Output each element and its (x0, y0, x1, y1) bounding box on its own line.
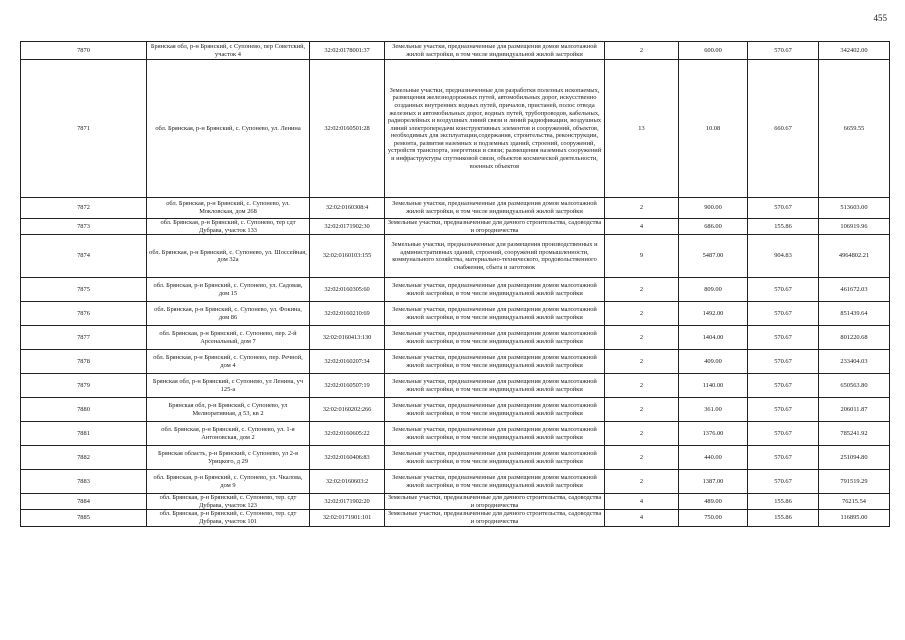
parcel-number: 7870 (21, 42, 147, 60)
specific-value: 155.86 (748, 494, 819, 510)
parcel-number: 7881 (21, 422, 147, 446)
parcel-number: 7873 (21, 219, 147, 235)
table-row (21, 235, 890, 278)
specific-value: 570.67 (748, 446, 819, 470)
land-use-purpose: Земельные участки, предназначенные для разработки полезных ископаемых, размещения железнодорожных путей, автомобильных дорог, искусственно созданных внутренних водных путей, причалов, пристаней, полос отвода железных и автомобильных дорог, водных путей, трубопроводов, кабельных, радиорелейных и воздушных линий связи и линий радиофикации, воздушных линий электропередачи конструктивных элементов и сооружений, объектов, необходимых для эксплуатации,содержания, строительства, реконструкции, ремонта, развития наземных и подземных зданий, строений, сооружений, устройств транспорта, энергетики и связи; размещения наземных сооружений и инфраструктуры спутниковой связи, объектов космической деятельности, военных объектов (385, 60, 605, 198)
specific-value: 570.67 (748, 302, 819, 326)
cadastral-value: 461672.03 (819, 278, 890, 302)
land-use-purpose: Земельные участки, предназначенные для размещения домов малоэтажной жилой застройки, в том числе индивидуальной жилой застройки (385, 422, 605, 446)
specific-value: 660.67 (748, 60, 819, 198)
cadastral-number: 32:02:0160207:34 (310, 350, 385, 374)
table-row (21, 278, 890, 302)
table-row (21, 398, 890, 422)
parcel-address: обл. Брянская, р-н Брянский, с. Супонево, ул. 1-я Антоновская, дом 2 (147, 422, 310, 446)
use-group: 13 (605, 60, 679, 198)
parcel-address: обл. Брянская, р-н Брянский, с. Супонево, ул. Шоссейная, дом 32а (147, 235, 310, 278)
cadastral-value: 791519.29 (819, 470, 890, 494)
use-group: 2 (605, 198, 679, 219)
land-use-purpose: Земельные участки, предназначенные для размещения домов малоэтажной жилой застройки, в том числе индивидуальной жилой застройки (385, 326, 605, 350)
land-use-purpose: Земельные участки, предназначенные для размещения домов малоэтажной жилой застройки, в том числе индивидуальной жилой застройки (385, 278, 605, 302)
cadastral-number: 32:02:0171902:30 (310, 219, 385, 235)
specific-value: 570.67 (748, 470, 819, 494)
use-group: 2 (605, 42, 679, 60)
land-use-purpose: Земельные участки, предназначенные для размещения домов малоэтажной жилой застройки, в том числе индивидуальной жилой застройки (385, 446, 605, 470)
parcel-number: 7875 (21, 278, 147, 302)
parcel-address: обл. Брянская, р-н Брянский, с. Супонево, пер. Речной, дом 4 (147, 350, 310, 374)
use-group: 2 (605, 350, 679, 374)
parcel-address: Брянская обл, р-н Брянский, с Супонево, пер Советский, участок 4 (147, 42, 310, 60)
parcel-area: 489.00 (679, 494, 748, 510)
use-group: 2 (605, 446, 679, 470)
land-use-purpose: Земельные участки, предназначенные для дачного строительства, садоводства и огородничества (385, 494, 605, 510)
parcel-number: 7878 (21, 350, 147, 374)
parcel-address: обл. Брянская, р-н Брянский, с. Супонево, ул. Чкалова, дом 9 (147, 470, 310, 494)
cadastral-number: 32:02:0160305:60 (310, 278, 385, 302)
specific-value: 570.67 (748, 326, 819, 350)
land-use-purpose: Земельные участки, предназначенные для размещения домов малоэтажной жилой застройки, в том числе индивидуальной жилой застройки (385, 398, 605, 422)
parcel-address: обл. Брянская, р-н Брянский, с. Супонево, пер. 2-й Арсенальный, дом 7 (147, 326, 310, 350)
parcel-address: обл. Брянская, р-н Брянский, с. Супонево, ул. Ленина (147, 60, 310, 198)
use-group: 4 (605, 510, 679, 526)
register-body (21, 42, 890, 527)
parcel-area: 1492.00 (679, 302, 748, 326)
parcel-address: Брянская обл, р-н Брянский, с Супонево, ул Ленина, уч 125-а (147, 374, 310, 398)
cadastral-number: 32:02:0160507:19 (310, 374, 385, 398)
parcel-number: 7885 (21, 510, 147, 526)
land-use-purpose: Земельные участки, предназначенные для размещения домов малоэтажной жилой застройки, в том числе индивидуальной жилой застройки (385, 350, 605, 374)
cadastral-number: 32:02:0178001:37 (310, 42, 385, 60)
specific-value: 155.86 (748, 219, 819, 235)
cadastral-number: 32:02:0160413:130 (310, 326, 385, 350)
parcel-address: обл. Брянская, р-н Брянский, с. Супонево, ул. Фокина, дом 86 (147, 302, 310, 326)
specific-value: 570.67 (748, 278, 819, 302)
parcel-address: обл. Брянская, р-н Брянский, с. Супонево, тер сдт Дубрава, участок 133 (147, 219, 310, 235)
specific-value: 570.67 (748, 198, 819, 219)
parcel-number: 7871 (21, 60, 147, 198)
parcel-number: 7877 (21, 326, 147, 350)
cadastral-value: 116895.00 (819, 510, 890, 526)
land-use-purpose: Земельные участки, предназначенные для размещения домов малоэтажной жилой застройки, в том числе индивидуальной жилой застройки (385, 302, 605, 326)
land-use-purpose: Земельные участки, предназначенные для размещения домов малоэтажной жилой застройки, в том числе индивидуальной жилой застройки (385, 374, 605, 398)
parcel-address: обл. Брянская, р-н Брянский, с. Супонево, ул. Садовая, дом 15 (147, 278, 310, 302)
parcel-area: 1404.00 (679, 326, 748, 350)
cadastral-register-table (20, 41, 890, 527)
specific-value: 904.83 (748, 235, 819, 278)
specific-value: 570.67 (748, 350, 819, 374)
specific-value: 570.67 (748, 422, 819, 446)
parcel-area: 1387.00 (679, 470, 748, 494)
cadastral-value: 4964802.21 (819, 235, 890, 278)
parcel-address: Брянская обл, р-н Брянский, с Супонево, ул Мелиоративная, д 53, кв 2 (147, 398, 310, 422)
table-row (21, 510, 890, 526)
cadastral-number: 32:02:0160210:69 (310, 302, 385, 326)
cadastral-number: 32:02:0171901:101 (310, 510, 385, 526)
cadastral-value: 6659.55 (819, 60, 890, 198)
parcel-area: 1140.00 (679, 374, 748, 398)
specific-value: 570.67 (748, 398, 819, 422)
use-group: 2 (605, 470, 679, 494)
table-row (21, 374, 890, 398)
specific-value: 570.67 (748, 374, 819, 398)
cadastral-number: 32:02:0160406:83 (310, 446, 385, 470)
parcel-address: обл. Брянская, р-н Брянский, с. Супонево, тер. сдт Дубрава, участок 123 (147, 494, 310, 510)
parcel-address: обл. Брянская, р-н Брянский, с. Супонево, ул. Мокловская, дом 268 (147, 198, 310, 219)
parcel-area: 900.00 (679, 198, 748, 219)
parcel-number: 7880 (21, 398, 147, 422)
cadastral-number: 32:02:0160308:4 (310, 198, 385, 219)
table-row (21, 470, 890, 494)
parcel-area: 750.00 (679, 510, 748, 526)
cadastral-value: 851439.64 (819, 302, 890, 326)
cadastral-value: 785241.92 (819, 422, 890, 446)
parcel-number: 7874 (21, 235, 147, 278)
parcel-number: 7879 (21, 374, 147, 398)
table-row (21, 350, 890, 374)
land-use-purpose: Земельные участки, предназначенные для дачного строительства, садоводства и огородничества (385, 510, 605, 526)
cadastral-value: 513603.00 (819, 198, 890, 219)
table-row (21, 422, 890, 446)
cadastral-number: 32:02:0160103:155 (310, 235, 385, 278)
specific-value: 570.67 (748, 42, 819, 60)
use-group: 9 (605, 235, 679, 278)
table-row (21, 198, 890, 219)
table-row (21, 326, 890, 350)
cadastral-value: 76215.54 (819, 494, 890, 510)
use-group: 2 (605, 422, 679, 446)
cadastral-value: 106919.96 (819, 219, 890, 235)
parcel-area: 361.00 (679, 398, 748, 422)
table-row (21, 42, 890, 60)
cadastral-value: 206011.87 (819, 398, 890, 422)
use-group: 2 (605, 398, 679, 422)
table-row (21, 494, 890, 510)
parcel-number: 7883 (21, 470, 147, 494)
land-use-purpose: Земельные участки, предназначенные для размещения домов малоэтажной жилой застройки, в том числе индивидуальной жилой застройки (385, 198, 605, 219)
table-row (21, 60, 890, 198)
land-use-purpose: Земельные участки, предназначенные для дачного строительства, садоводства и огородничества (385, 219, 605, 235)
use-group: 2 (605, 374, 679, 398)
use-group: 4 (605, 494, 679, 510)
parcel-area: 809.00 (679, 278, 748, 302)
parcel-number: 7882 (21, 446, 147, 470)
cadastral-value: 650563.80 (819, 374, 890, 398)
cadastral-number: 32:02:0160202:266 (310, 398, 385, 422)
table-row (21, 302, 890, 326)
cadastral-number: 32:02:0171902:20 (310, 494, 385, 510)
land-use-purpose: Земельные участки, предназначенные для размещения домов малоэтажной жилой застройки, в том числе индивидуальной жилой застройки (385, 42, 605, 60)
parcel-number: 7872 (21, 198, 147, 219)
parcel-area: 600.00 (679, 42, 748, 60)
use-group: 2 (605, 326, 679, 350)
use-group: 4 (605, 219, 679, 235)
cadastral-number: 32:02:0160603:2 (310, 470, 385, 494)
parcel-address: обл. Брянская, р-н Брянский, с. Супонево, тер. сдт Дубрава, участок 101 (147, 510, 310, 526)
land-use-purpose: Земельные участки, предназначенные для размещения производственных и административных зданий, строений, сооружений промышленности, коммунального хозяйства, материально-технического, продовольственного снабжения, сбыта и заготовок (385, 235, 605, 278)
parcel-area: 409.00 (679, 350, 748, 374)
page-number: 455 (873, 13, 887, 23)
use-group: 2 (605, 302, 679, 326)
table-row (21, 446, 890, 470)
cadastral-number: 32:02:0160501:28 (310, 60, 385, 198)
parcel-area: 10.08 (679, 60, 748, 198)
parcel-area: 5487.00 (679, 235, 748, 278)
cadastral-value: 342402.00 (819, 42, 890, 60)
cadastral-value: 233404.03 (819, 350, 890, 374)
parcel-area: 1376.00 (679, 422, 748, 446)
land-use-purpose: Земельные участки, предназначенные для размещения домов малоэтажной жилой застройки, в том числе индивидуальной жилой застройки (385, 470, 605, 494)
parcel-area: 686.00 (679, 219, 748, 235)
parcel-number: 7884 (21, 494, 147, 510)
use-group: 2 (605, 278, 679, 302)
cadastral-value: 251094.80 (819, 446, 890, 470)
cadastral-number: 32:02:0160605:22 (310, 422, 385, 446)
parcel-address: Брянская область, р-н Брянский, с Супонево, ул 2-я Урицкого, д 29 (147, 446, 310, 470)
parcel-area: 440.00 (679, 446, 748, 470)
parcel-number: 7876 (21, 302, 147, 326)
cadastral-value: 801220.68 (819, 326, 890, 350)
specific-value: 155.86 (748, 510, 819, 526)
table-row (21, 219, 890, 235)
